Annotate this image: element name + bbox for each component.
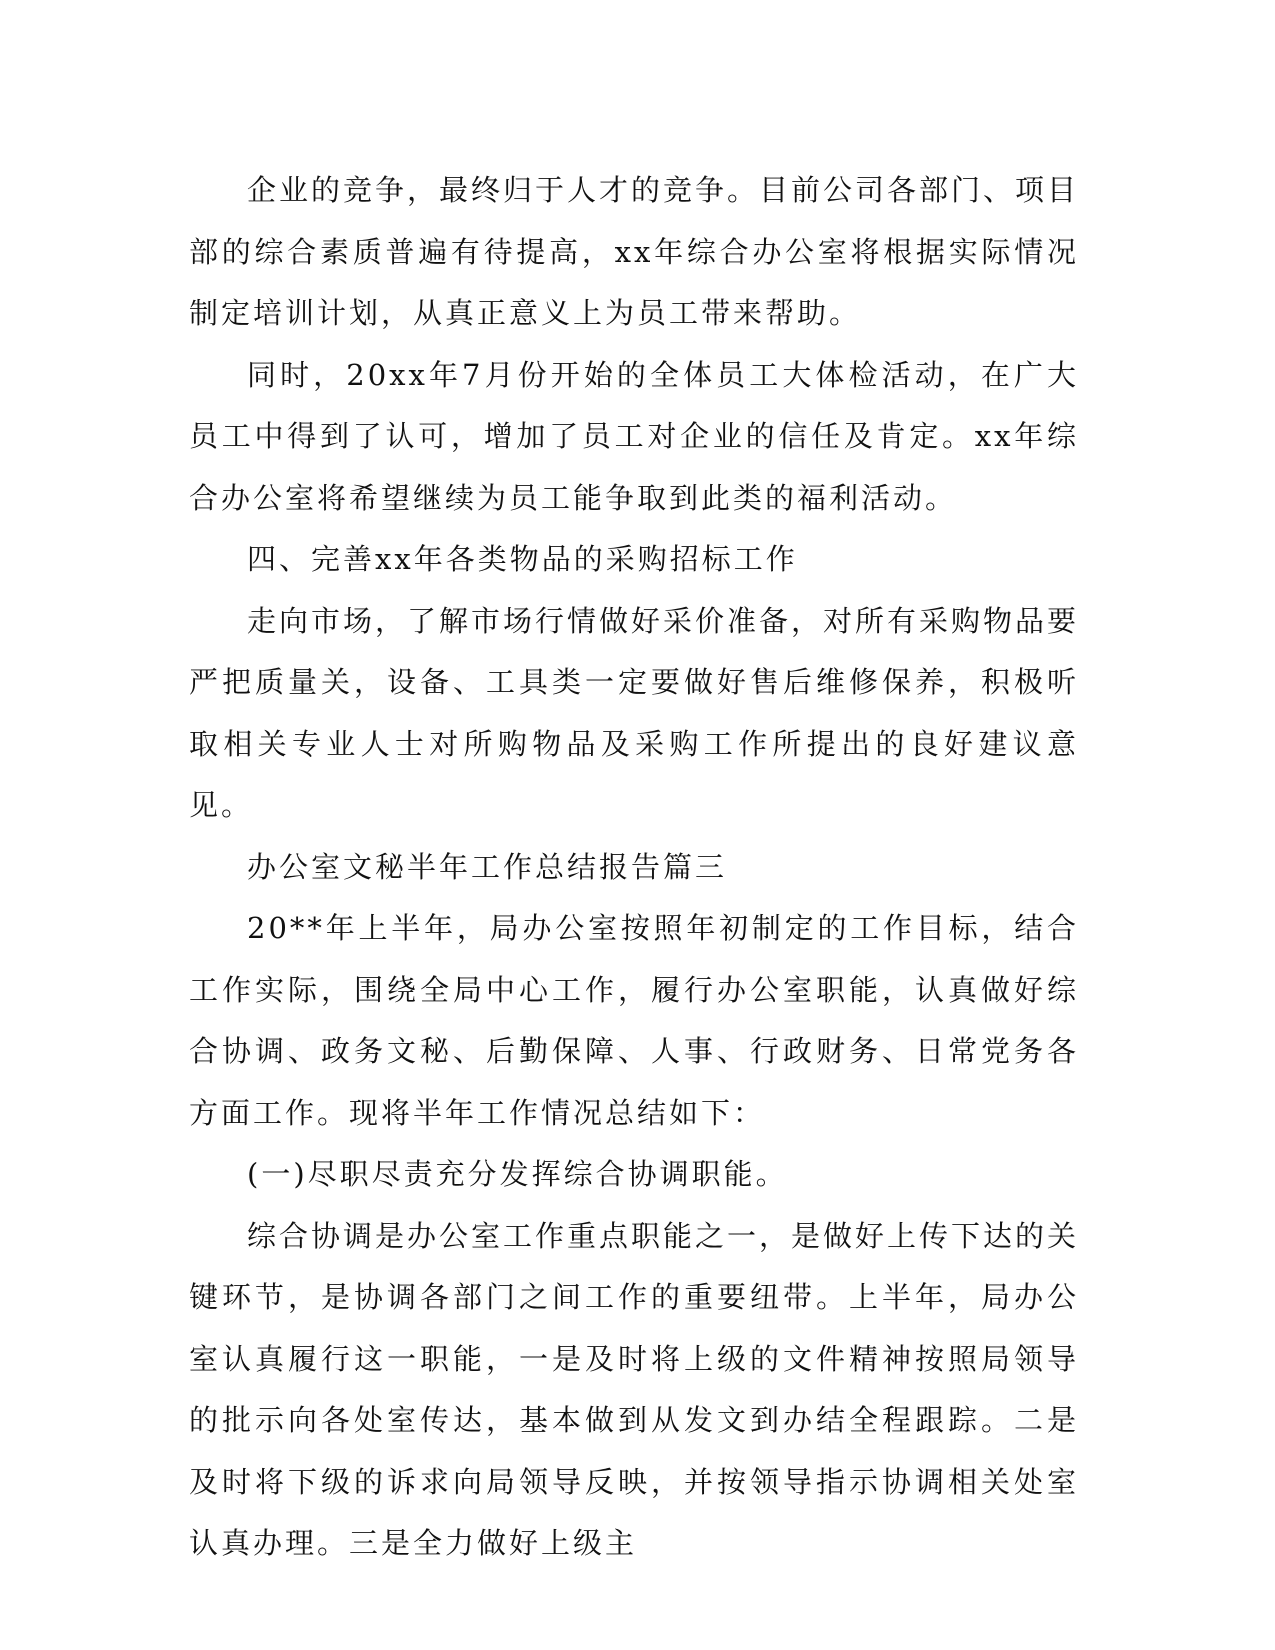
- paragraph-half-year-intro: 20**年上半年，局办公室按照年初制定的工作目标，结合工作实际，围绕全局中心工作，履行办公室职能，认真做好综合协调、政务文秘、后勤保障、人事、行政财务、日常党务各方面工作。现将半年工作情况总结如下：: [189, 911, 1079, 1130]
- paragraph-coordination: 综合协调是办公室工作重点职能之一，是做好上传下达的关键环节，是协调各部门之间工作的重要纽带。上半年，局办公室认真履行这一职能，一是及时将上级的文件精神按照局领导的批示向各处室传达，基本做到从发文到办结全程跟踪。二是及时将下级的诉求向局领导反映，并按领导指示协调相关处室认真办理。三是全力做好上级主: [189, 1218, 1080, 1560]
- subheading-coordination: (一)尽职尽责充分发挥综合协调职能。: [247, 1157, 788, 1191]
- document-body: [189, 160, 1079, 1575]
- paragraph-procurement: 走向市场，了解市场行情做好采价准备，对所有采购物品要严把质量关，设备、工具类一定要做好售后维修保养，积极听取相关专业人士对所购物品及采购工作所提出的良好建议意见。: [189, 603, 1080, 822]
- section-heading-procurement: 四、完善xx年各类物品的采购招标工作: [247, 542, 798, 576]
- report-title-part-three: 办公室文秘半年工作总结报告篇三: [247, 849, 728, 884]
- paragraph-health-checkup: 同时，20xx年7月份开始的全体员工大体检活动，在广大员工中得到了认可，增加了员工对企业的信任及肯定。xx年综合办公室将希望继续为员工能争取到此类的福利活动。: [189, 357, 1079, 515]
- paragraph-talent-competition: 企业的竞争，最终归于人才的竞争。目前公司各部门、项目部的综合素质普遍有待提高，xx年综合办公室将根据实际情况制定培训计划，从真正意义上为员工带来帮助。: [189, 173, 1080, 330]
